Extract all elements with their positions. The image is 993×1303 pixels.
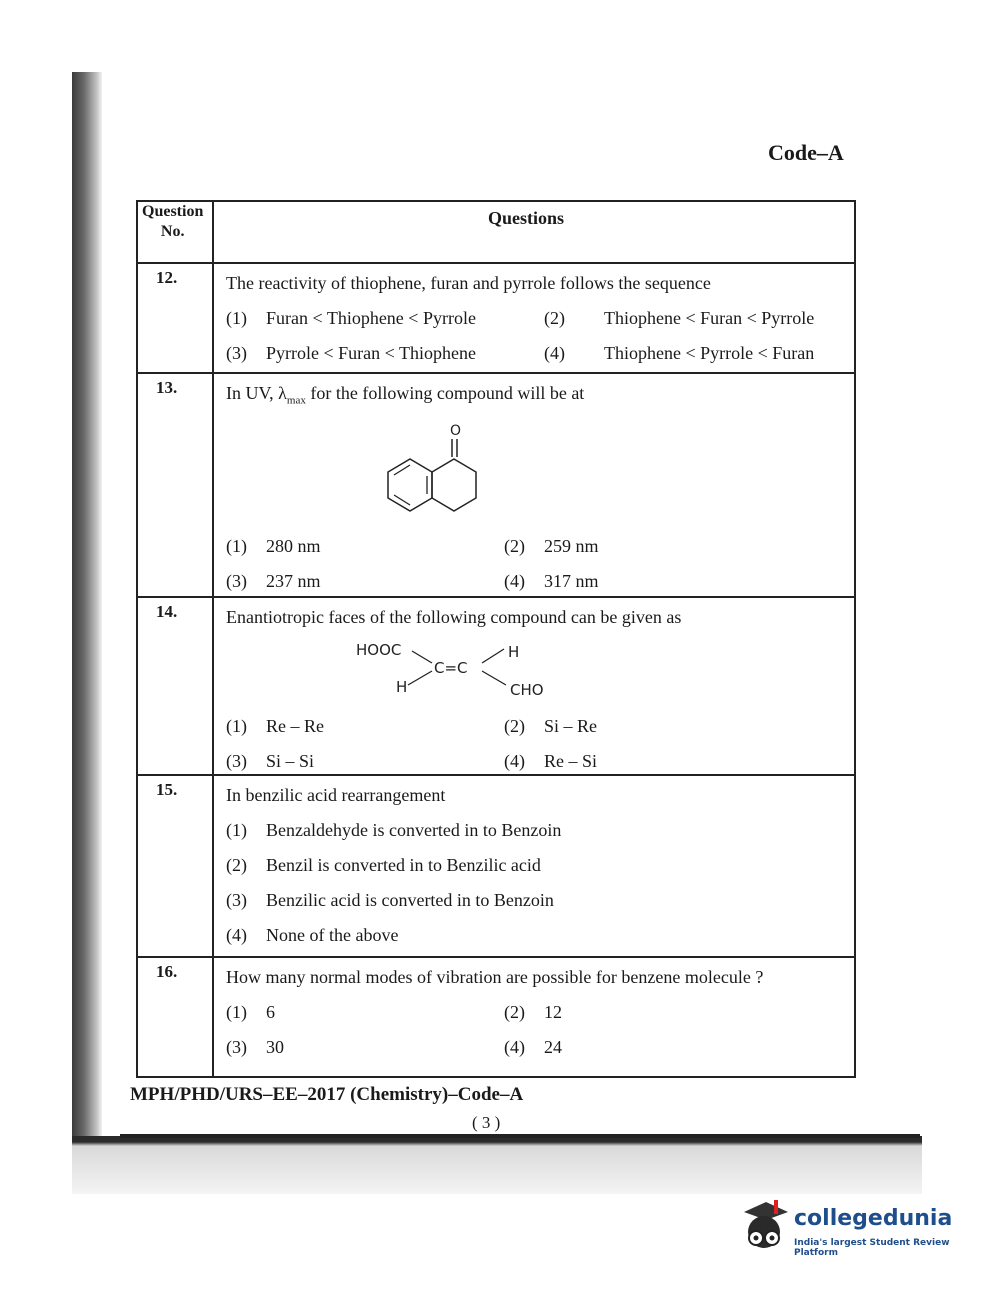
tetralone-structure-drawing (366, 419, 526, 529)
option-text: None of the above (266, 925, 399, 945)
option-number: (4) (504, 751, 525, 771)
carbonyl-oxygen-label: O (450, 422, 462, 439)
question-text-sub: max (286, 394, 306, 407)
option-2 (504, 995, 562, 1030)
option-number: (1) (226, 535, 247, 556)
question-number: 14. (156, 602, 178, 621)
option-text: Thiophene < Pyrrole < Furan (604, 343, 815, 363)
header-questions-label: Questions (488, 208, 565, 228)
double-bond-label: C=C (434, 659, 468, 677)
options-line (226, 564, 848, 599)
question-text (226, 376, 848, 419)
option-number: (4) (544, 343, 565, 363)
option-text: 280 nm (266, 535, 321, 556)
question-body (226, 598, 854, 785)
option-number: (1) (226, 308, 247, 328)
option-number: (2) (504, 535, 525, 556)
alkene-structure-drawing (346, 635, 586, 709)
option-text: Benzaldehyde is converted in to Benzoin (266, 820, 562, 840)
question-number: 15. (156, 780, 178, 799)
option-text: 30 (266, 1037, 284, 1057)
options-line (226, 995, 848, 1030)
option-number: (1) (226, 716, 247, 736)
option-1 (226, 813, 848, 848)
header-qno-line1: Question (142, 203, 204, 220)
scan-shadow-bottom (72, 1136, 922, 1194)
option-text: 6 (266, 1002, 275, 1022)
qnum-cell (138, 264, 214, 372)
option-text: 24 (544, 1037, 562, 1057)
paper-code: Code–A (768, 140, 844, 165)
question-row-14 (138, 596, 854, 774)
question-body (226, 374, 854, 605)
options-line (226, 336, 848, 371)
option-number: (4) (226, 925, 247, 945)
option-3 (226, 336, 476, 371)
alkene-structure (226, 635, 848, 709)
logo-wordmark: collegedunia (794, 1206, 953, 1231)
question-text: Enantiotropic faces of the following compound can be given as (226, 607, 682, 627)
option-number: (4) (504, 1037, 525, 1057)
question-row-13 (138, 372, 854, 596)
mascot-icon (736, 1198, 792, 1258)
option-text: Si – Re (544, 716, 598, 736)
option-text: Re – Re (266, 716, 324, 736)
option-text: Benzilic acid is converted in to Benzoin (266, 890, 554, 910)
question-row-12 (138, 262, 854, 372)
option-number: (1) (226, 820, 247, 840)
options-line (226, 529, 848, 564)
substituent-h-left: H (396, 678, 408, 696)
option-number: (2) (504, 1002, 525, 1022)
table-header-row (138, 202, 854, 262)
option-text: Benzil is converted in to Benzilic acid (266, 855, 541, 875)
option-number: (2) (226, 855, 247, 875)
exam-footer: MPH/PHD/URS–EE–2017 (Chemistry)–Code–A (130, 1084, 524, 1105)
substituent-h-right: H (508, 643, 520, 661)
option-text: Pyrrole < Furan < Thiophene (266, 343, 476, 363)
option-1 (226, 995, 275, 1030)
option-2 (504, 529, 599, 564)
option-number: (3) (226, 570, 247, 591)
option-4 (504, 564, 599, 599)
option-number: (4) (504, 570, 525, 591)
option-3 (226, 564, 321, 599)
scan-shadow-left (72, 72, 102, 1194)
substituent-hooc: HOOC (356, 641, 402, 659)
qnum-cell (138, 958, 214, 1076)
option-number: (2) (504, 716, 525, 736)
option-2 (504, 709, 597, 744)
question-text: How many normal modes of vibration are possible for benzene molecule ? (226, 967, 764, 987)
page-number: ( 3 ) (472, 1113, 501, 1132)
option-number: (3) (226, 343, 247, 363)
option-number: (3) (226, 890, 247, 910)
qnum-cell (138, 776, 214, 956)
options-line (226, 709, 848, 744)
question-number: 16. (156, 962, 178, 981)
option-text: 12 (544, 1002, 562, 1022)
option-1 (226, 529, 321, 564)
option-number: (3) (226, 751, 247, 771)
question-row-15 (138, 774, 854, 956)
question-body (226, 958, 854, 1071)
logo-tagline: India's largest Student Review Platform (794, 1238, 950, 1258)
question-text: The reactivity of thiophene, furan and pyrrole follows the sequence (226, 273, 711, 293)
option-3 (226, 1030, 284, 1065)
option-1 (226, 301, 476, 336)
option-4 (544, 336, 814, 371)
question-table (136, 200, 856, 1078)
option-2 (226, 848, 848, 883)
header-qno-line2: No. (160, 223, 185, 240)
header-qno-label (142, 202, 203, 242)
question-body (226, 264, 854, 377)
qnum-cell (138, 598, 214, 774)
option-text: Re – Si (544, 751, 598, 771)
options-line (226, 1030, 848, 1065)
option-text: 237 nm (266, 570, 321, 591)
collegedunia-logo[interactable] (736, 1198, 966, 1258)
option-text: 317 nm (544, 570, 599, 591)
option-4 (226, 918, 848, 953)
option-text: Furan < Thiophene < Pyrrole (266, 308, 476, 328)
option-2 (544, 301, 814, 336)
question-number: 13. (156, 378, 178, 397)
question-text: In benzilic acid rearrangement (226, 785, 446, 805)
option-1 (226, 709, 324, 744)
question-row-16 (138, 956, 854, 1076)
option-number: (2) (544, 308, 565, 328)
header-qno-cell (138, 202, 214, 262)
option-text: 259 nm (544, 535, 599, 556)
qnum-cell (138, 374, 214, 596)
substituent-cho: CHO (510, 681, 544, 699)
option-text: Si – Si (266, 751, 315, 771)
question-number: 12. (156, 268, 178, 287)
option-3 (226, 883, 848, 918)
option-text: Thiophene < Furan < Pyrrole (604, 308, 815, 328)
option-4 (504, 1030, 562, 1065)
question-body (226, 776, 854, 959)
question-text-part: for the following compound will be at (305, 383, 585, 403)
option-number: (1) (226, 1002, 247, 1022)
tetralone-structure (226, 419, 848, 529)
options-line (226, 301, 848, 336)
page-rule (120, 1134, 920, 1138)
option-number: (3) (226, 1037, 247, 1057)
question-text-part: In UV, λ (226, 383, 287, 403)
